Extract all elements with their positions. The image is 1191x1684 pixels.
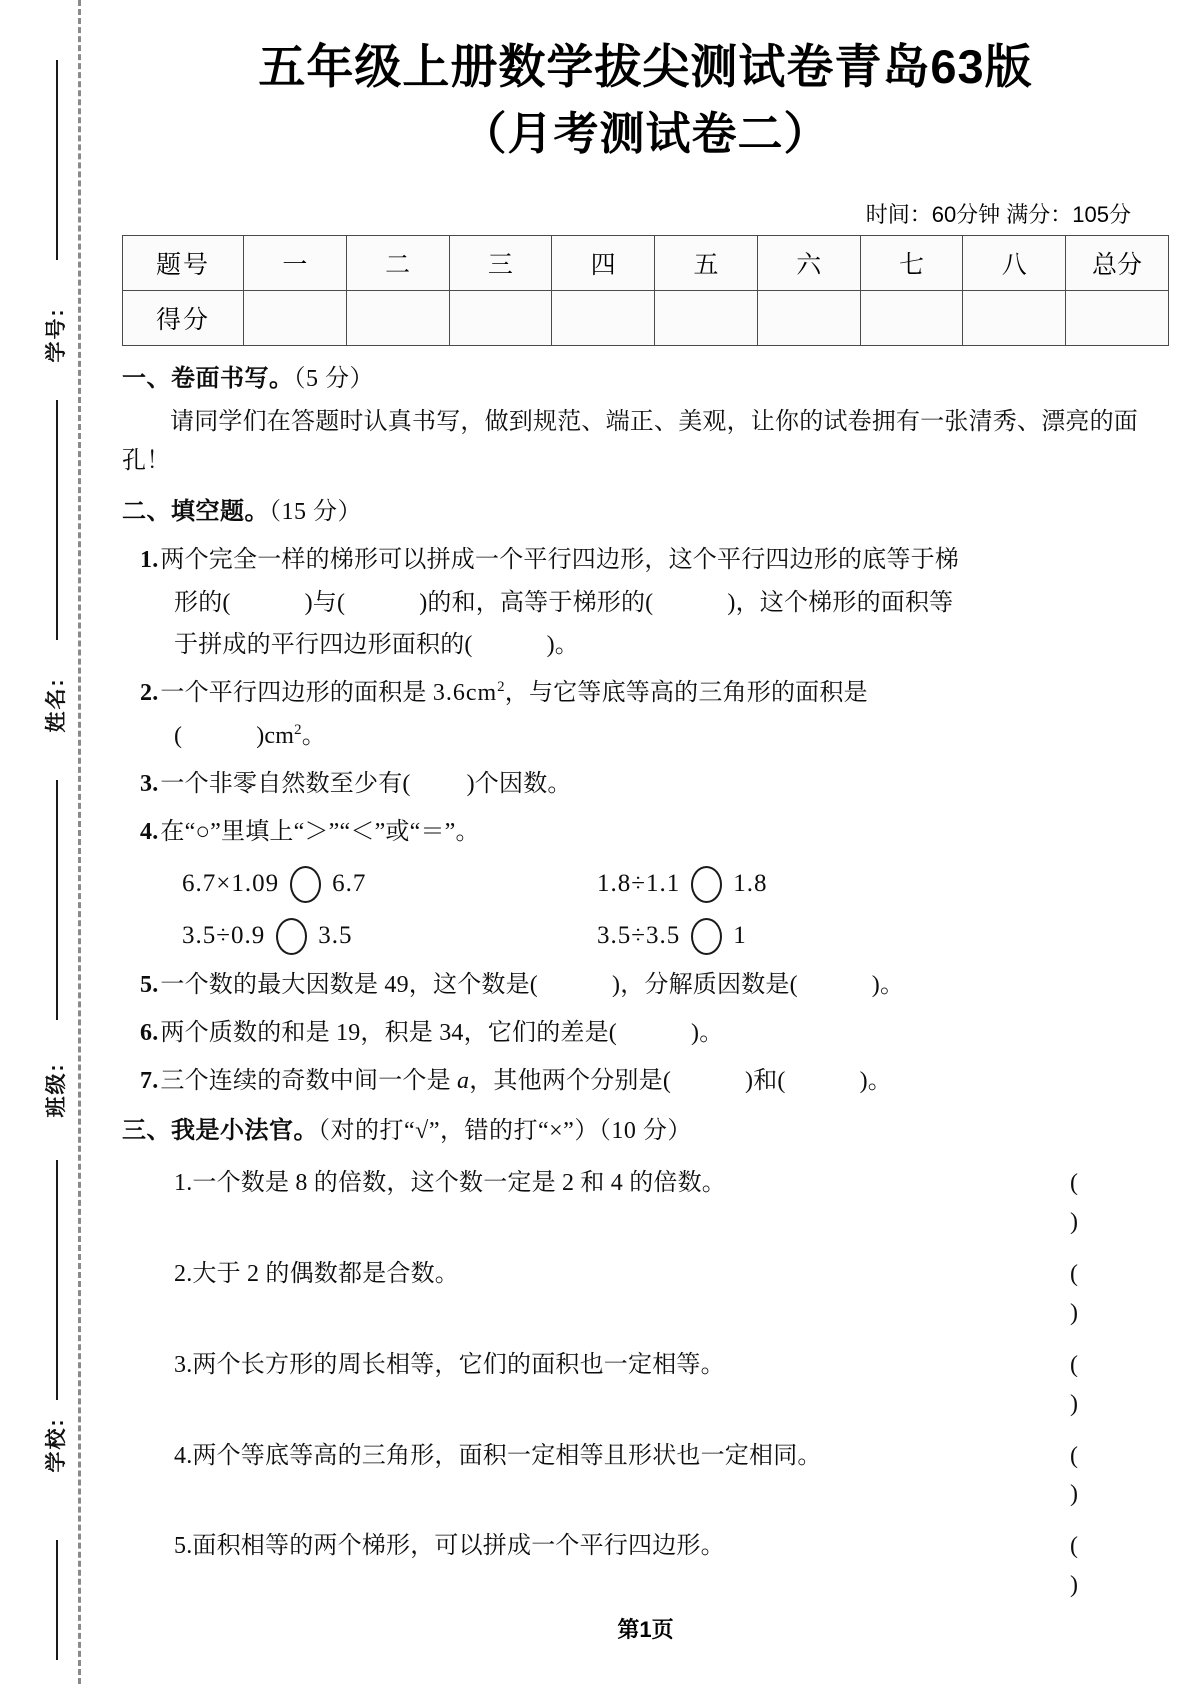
score-col-2: 二 [346,236,449,291]
comparison-right: 6.7 [332,869,367,897]
table-row-header [123,236,1169,291]
score-cell-1[interactable] [244,291,347,346]
score-cell-7[interactable] [860,291,963,346]
q1-frag-e: 于拼成的平行四边形面积的( [174,632,473,659]
binding-sidebar [0,0,100,1684]
q1-frag-d: )，这个梯形的面积等 [727,589,954,616]
question-number: 3. [140,771,159,798]
truefalse-answer-box[interactable]: ( ) [1070,1170,1120,1236]
page-title: 五年级上册数学拔尖测试卷青岛63版 [258,40,1033,93]
section-heading-3 [122,1112,1165,1151]
score-col-5: 五 [655,236,758,291]
comparison-row-1 [122,864,1165,905]
comparison-circle[interactable] [290,866,321,903]
score-cell-total[interactable] [1066,291,1169,346]
section-3-title: 三、我是小法官。 [122,1117,318,1145]
sidebar-rule-5 [56,1540,58,1660]
comparison-circle[interactable] [276,918,307,955]
q7-variable: a [457,1067,470,1094]
q2-frag-a: 一个平行四边形的面积是 [160,680,427,707]
question-number: 1. [140,546,159,573]
comparison-right: 1 [733,922,747,950]
page-footer: 第1页 [617,1617,674,1642]
page-subtitle: （月考测试卷二） [461,108,830,160]
q3-frag-b: )个因数。 [466,771,572,798]
comparison-right: 3.5 [318,922,353,950]
truefalse-item-3 [122,1346,1165,1424]
comparison-circle[interactable] [691,918,722,955]
score-col-4: 四 [552,236,655,291]
section-1-paragraph: 请同学们在答题时认真书写，做到规范、端正、美观，让你的试卷拥有一张清秀、漂亮的面孔！ [122,409,1138,474]
comparison-item-3 [182,916,597,957]
truefalse-item-5 [122,1527,1165,1605]
truefalse-text: 大于 2 的偶数都是合数。 [192,1261,460,1288]
comparison-left: 1.8÷1.1 [597,869,681,897]
score-table-row-label-score: 得分 [123,291,244,346]
score-cell-3[interactable] [449,291,552,346]
fill-question-3 [122,765,1165,804]
section-3-note: （对的打“√”，错的打“×”） [318,1118,599,1145]
section-3-points: （10 分） [598,1118,692,1145]
truefalse-answer-box[interactable]: ( ) [1070,1261,1120,1326]
question-number: 6. [140,1019,159,1046]
fill-question-5 [122,966,1165,1005]
fill-question-4 [122,813,1165,852]
fill-question-6 [122,1014,1165,1053]
score-cell-5[interactable] [655,291,758,346]
score-col-1: 一 [244,236,347,291]
score-table-row-label-question: 题号 [123,236,244,291]
q2-frag-c: ( [174,723,183,750]
q7-frag-d: )。 [859,1067,893,1094]
q5-frag-b: )，分解质因数是( [612,971,798,998]
section-2-points: （15 分） [269,498,362,525]
q1-frag-a: 形的( [174,589,231,616]
score-col-7: 七 [860,236,963,291]
score-cell-6[interactable] [757,291,860,346]
score-table [122,235,1169,346]
truefalse-text: 两个长方形的周长相等，它们的面积也一定相等。 [192,1351,725,1378]
item-number: 4. [174,1442,193,1469]
truefalse-item-2 [122,1255,1165,1333]
q2-value: 3.6 [432,680,466,707]
truefalse-item-1 [122,1164,1165,1242]
fill-question-2 [122,674,1165,713]
q1-frag-b: )与( [304,589,346,616]
item-number: 1. [174,1170,193,1197]
q7-frag-a: 三个连续的奇数中间一个是 [160,1067,451,1094]
section-1-points: （5 分） [293,366,374,393]
comparison-circle[interactable] [691,866,722,903]
comparison-right: 1.8 [733,869,768,897]
sidebar-rule-3 [56,780,58,1020]
item-number: 2. [174,1261,193,1288]
score-col-8: 八 [963,236,1066,291]
sidebar-rule-4 [56,1160,58,1400]
sidebar-rule-2 [56,400,58,640]
truefalse-text: 面积相等的两个梯形，可以拼成一个平行四边形。 [192,1533,725,1560]
section-2-title: 二、填空题。 [122,497,269,525]
truefalse-text-wrapper [174,1164,1035,1203]
truefalse-answer-box[interactable]: ( ) [1070,1533,1120,1599]
table-row-score [123,291,1169,346]
q7-frag-c: )和( [745,1067,786,1094]
comparison-item-2 [597,864,767,905]
sidebar-label-name: 姓名: [45,677,68,733]
section-heading-2 [122,493,1165,532]
truefalse-text: 一个数是 8 的倍数，这个数一定是 2 和 4 的倍数。 [192,1170,727,1197]
fill-question-1-line3 [122,626,1165,665]
dashed-fold-line [78,0,81,1684]
comparison-item-1 [182,864,597,905]
fill-question-2-line2 [122,717,1165,756]
comparison-row-2 [122,916,1165,957]
q2-frag-b: ，与它等底等高的三角形的面积是 [504,680,868,707]
truefalse-answer-box[interactable]: ( ) [1070,1351,1120,1417]
section-heading-1 [122,360,1165,399]
sidebar-label-student-id: 学号: [45,307,68,363]
score-col-6: 六 [757,236,860,291]
q7-frag-b: ，其他两个分别是( [469,1067,672,1094]
comparison-left: 6.7×1.09 [182,869,280,897]
fill-question-1 [122,541,1165,580]
exam-content [122,360,1165,1605]
score-col-total: 总分 [1066,236,1169,291]
q6-frag-a: 两个质数的和是 19，积是 34，它们的差是( [160,1019,617,1046]
q1-frag-c: )的和，高等于梯形的( [419,589,654,616]
q2-frag-d: )cm [256,723,295,750]
question-number: 4. [140,818,159,845]
q5-frag-c: )。 [871,971,905,998]
truefalse-text: 两个等底等高的三角形，面积一定相等且形状也一定相同。 [192,1442,822,1469]
truefalse-answer-box[interactable]: ( ) [1070,1442,1120,1508]
sidebar-label-school: 学校: [45,1417,68,1473]
q5-frag-a: 一个数的最大因数是 49，这个数是( [160,971,538,998]
comparison-left: 3.5÷0.9 [182,922,266,950]
score-col-3: 三 [449,236,552,291]
truefalse-text-wrapper [174,1437,1035,1476]
question-number: 5. [140,971,159,998]
score-cell-8[interactable] [963,291,1066,346]
item-number: 3. [174,1351,193,1378]
score-table-wrapper [122,235,1169,346]
truefalse-text-wrapper [174,1527,1035,1566]
truefalse-text-wrapper [174,1346,1035,1385]
item-number: 5. [174,1533,193,1560]
sidebar-label-class: 班级: [45,1062,68,1118]
section-1-title: 一、卷面书写。 [122,365,294,393]
q2-exponent-2: 2 [294,722,302,739]
score-cell-4[interactable] [552,291,655,346]
q2-frag-e: 。 [301,723,326,750]
fill-question-7 [122,1062,1165,1101]
question-number: 7. [140,1067,159,1094]
q1-frag-f: )。 [546,632,579,659]
fill-question-1-line2 [122,584,1165,623]
exam-paper [100,0,1191,1684]
question-number: 2. [140,680,159,707]
sidebar-rule-1 [56,60,58,260]
truefalse-text-wrapper [174,1255,1035,1294]
q3-frag-a: 一个非零自然数至少有( [160,771,411,798]
q4-instruction: 在“○”里填上“＞”“＜”或“＝”。 [160,818,480,845]
comparison-item-4 [597,916,747,957]
question-text: 两个完全一样的梯形可以拼成一个平行四边形，这个平行四边形的底等于梯 [160,546,960,573]
truefalse-item-4 [122,1437,1165,1515]
comparison-left: 3.5÷3.5 [597,922,681,950]
score-cell-2[interactable] [346,291,449,346]
page-title-block [100,0,1191,162]
exam-meta: 时间：60分钟 满分：105分 [865,202,1131,228]
q2-exponent: 2 [497,679,505,696]
q6-frag-b: )。 [691,1019,724,1046]
q2-unit: cm [465,680,498,707]
